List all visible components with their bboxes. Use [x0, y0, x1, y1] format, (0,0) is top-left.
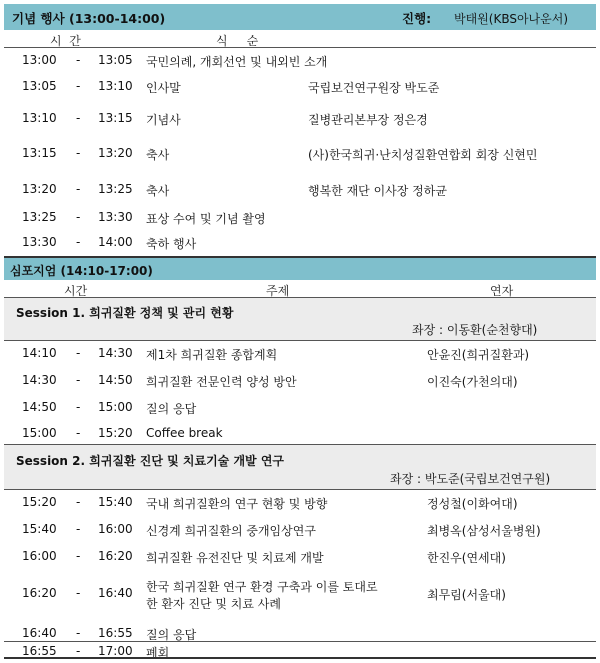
row-topic: 폐회 — [146, 646, 170, 660]
row-start-time: 14:10 — [22, 346, 57, 360]
row-end-time: 13:20 — [98, 146, 133, 160]
row-program: 기념사 — [146, 113, 181, 127]
closing-line — [4, 641, 596, 642]
time-dash: - — [76, 373, 81, 387]
ceremony-title: 기념 행사 (13:00-14:00) — [12, 11, 166, 26]
row-start-time: 16:20 — [22, 586, 57, 600]
row-end-time: 15:00 — [98, 400, 133, 414]
time-dash: - — [76, 586, 81, 600]
row-person: (사)한국희귀·난치성질환연합회 회장 신현민 — [308, 148, 538, 162]
session2-name: Session 2. 희귀질환 진단 및 치료기술 개발 연구 — [16, 454, 285, 468]
row-start-time: 13:05 — [22, 79, 57, 93]
row-start-time: 14:30 — [22, 373, 57, 387]
row-start-time: 16:00 — [22, 549, 57, 563]
time-dash: - — [76, 79, 81, 93]
row-start-time: 14:50 — [22, 400, 57, 414]
row-start-time: 13:25 — [22, 210, 57, 224]
row-end-time: 16:20 — [98, 549, 133, 563]
host-name: 박태원(KBS아나운서) — [454, 12, 569, 26]
session1-chair: 좌장 : 이동환(순천향대) — [412, 323, 538, 337]
row-program: 축하 행사 — [146, 237, 197, 251]
session2-chair: 좌장 : 박도준(국립보건연구원) — [390, 472, 551, 486]
row-program: 표상 수여 및 기념 촬영 — [146, 212, 266, 226]
time-dash: - — [76, 644, 81, 658]
row-topic: 국내 희귀질환의 연구 현황 및 방향 — [146, 497, 328, 511]
row-topic-line2: 한 환자 진단 및 치료 사례 — [146, 597, 281, 611]
row-end-time: 13:25 — [98, 182, 133, 196]
row-start-time: 15:20 — [22, 495, 57, 509]
row-start-time: 13:00 — [22, 53, 57, 67]
row-program: 인사말 — [146, 81, 181, 95]
session2-line — [4, 489, 596, 490]
row-end-time: 15:40 — [98, 495, 133, 509]
row-topic: 질의 응답 — [146, 628, 197, 642]
row-end-time: 14:30 — [98, 346, 133, 360]
time-dash: - — [76, 400, 81, 414]
row-end-time: 15:20 — [98, 426, 133, 440]
time-dash: - — [76, 549, 81, 563]
row-start-time: 15:00 — [22, 426, 57, 440]
host-label: 진행: — [402, 11, 432, 26]
symposium-col-topic: 주제 — [266, 284, 290, 298]
ceremony-col-program: 식 순 — [216, 34, 259, 48]
ceremony-header-line — [4, 47, 596, 48]
row-end-time: 13:30 — [98, 210, 133, 224]
symposium-col-speaker: 연자 — [490, 284, 514, 298]
row-speaker: 안윤진(희귀질환과) — [427, 348, 530, 362]
time-dash: - — [76, 210, 81, 224]
row-person: 질병관리본부장 정은경 — [308, 113, 428, 127]
row-end-time: 14:00 — [98, 235, 133, 249]
row-speaker: 한진우(연세대) — [427, 551, 506, 565]
row-start-time: 13:20 — [22, 182, 57, 196]
time-dash: - — [76, 426, 81, 440]
row-start-time: 16:40 — [22, 626, 57, 640]
row-start-time: 16:55 — [22, 644, 57, 658]
session1-name: Session 1. 희귀질환 정책 및 관리 현황 — [16, 306, 234, 320]
row-start-time: 13:10 — [22, 111, 57, 125]
row-program: 축사 — [146, 184, 170, 198]
symposium-col-time: 시간 — [64, 284, 88, 298]
row-topic: 희귀질환 전문인력 양성 방안 — [146, 375, 297, 389]
row-end-time: 13:10 — [98, 79, 133, 93]
row-end-time: 13:15 — [98, 111, 133, 125]
row-speaker: 정성철(이화여대) — [427, 497, 518, 511]
row-end-time: 13:05 — [98, 53, 133, 67]
session1-line — [4, 340, 596, 341]
row-topic: Coffee break — [146, 426, 223, 440]
row-speaker: 이진숙(가천의대) — [427, 375, 518, 389]
time-dash: - — [76, 146, 81, 160]
row-end-time: 16:40 — [98, 586, 133, 600]
row-topic: 희귀질환 유전진단 및 치료제 개발 — [146, 551, 324, 565]
row-speaker: 최무림(서울대) — [427, 588, 506, 602]
row-end-time: 16:00 — [98, 522, 133, 536]
time-dash: - — [76, 522, 81, 536]
row-topic: 제1차 희귀질환 종합계획 — [146, 348, 278, 362]
row-end-time: 14:50 — [98, 373, 133, 387]
ceremony-col-time: 시 간 — [50, 34, 81, 48]
row-person: 행복한 재단 이사장 정하균 — [308, 184, 447, 198]
time-dash: - — [76, 182, 81, 196]
time-dash: - — [76, 111, 81, 125]
row-topic: 신경계 희귀질환의 중개임상연구 — [146, 524, 316, 538]
row-speaker: 최병옥(삼성서울병원) — [427, 524, 541, 538]
row-start-time: 13:15 — [22, 146, 57, 160]
row-end-time: 16:55 — [98, 626, 133, 640]
row-start-time: 15:40 — [22, 522, 57, 536]
time-dash: - — [76, 53, 81, 67]
time-dash: - — [76, 235, 81, 249]
row-end-time: 17:00 — [98, 644, 133, 658]
row-program: 국민의례, 개회선언 및 내외빈 소개 — [146, 55, 328, 69]
row-topic: 질의 응답 — [146, 402, 197, 416]
row-program: 축사 — [146, 148, 170, 162]
symposium-title: 심포지엄 (14:10-17:00) — [10, 264, 153, 278]
time-dash: - — [76, 346, 81, 360]
row-start-time: 13:30 — [22, 235, 57, 249]
row-topic: 한국 희귀질환 연구 환경 구축과 이를 토대로 — [146, 580, 378, 594]
row-person: 국립보건연구원장 박도준 — [308, 81, 440, 95]
time-dash: - — [76, 495, 81, 509]
time-dash: - — [76, 626, 81, 640]
bottom-line — [4, 657, 596, 659]
